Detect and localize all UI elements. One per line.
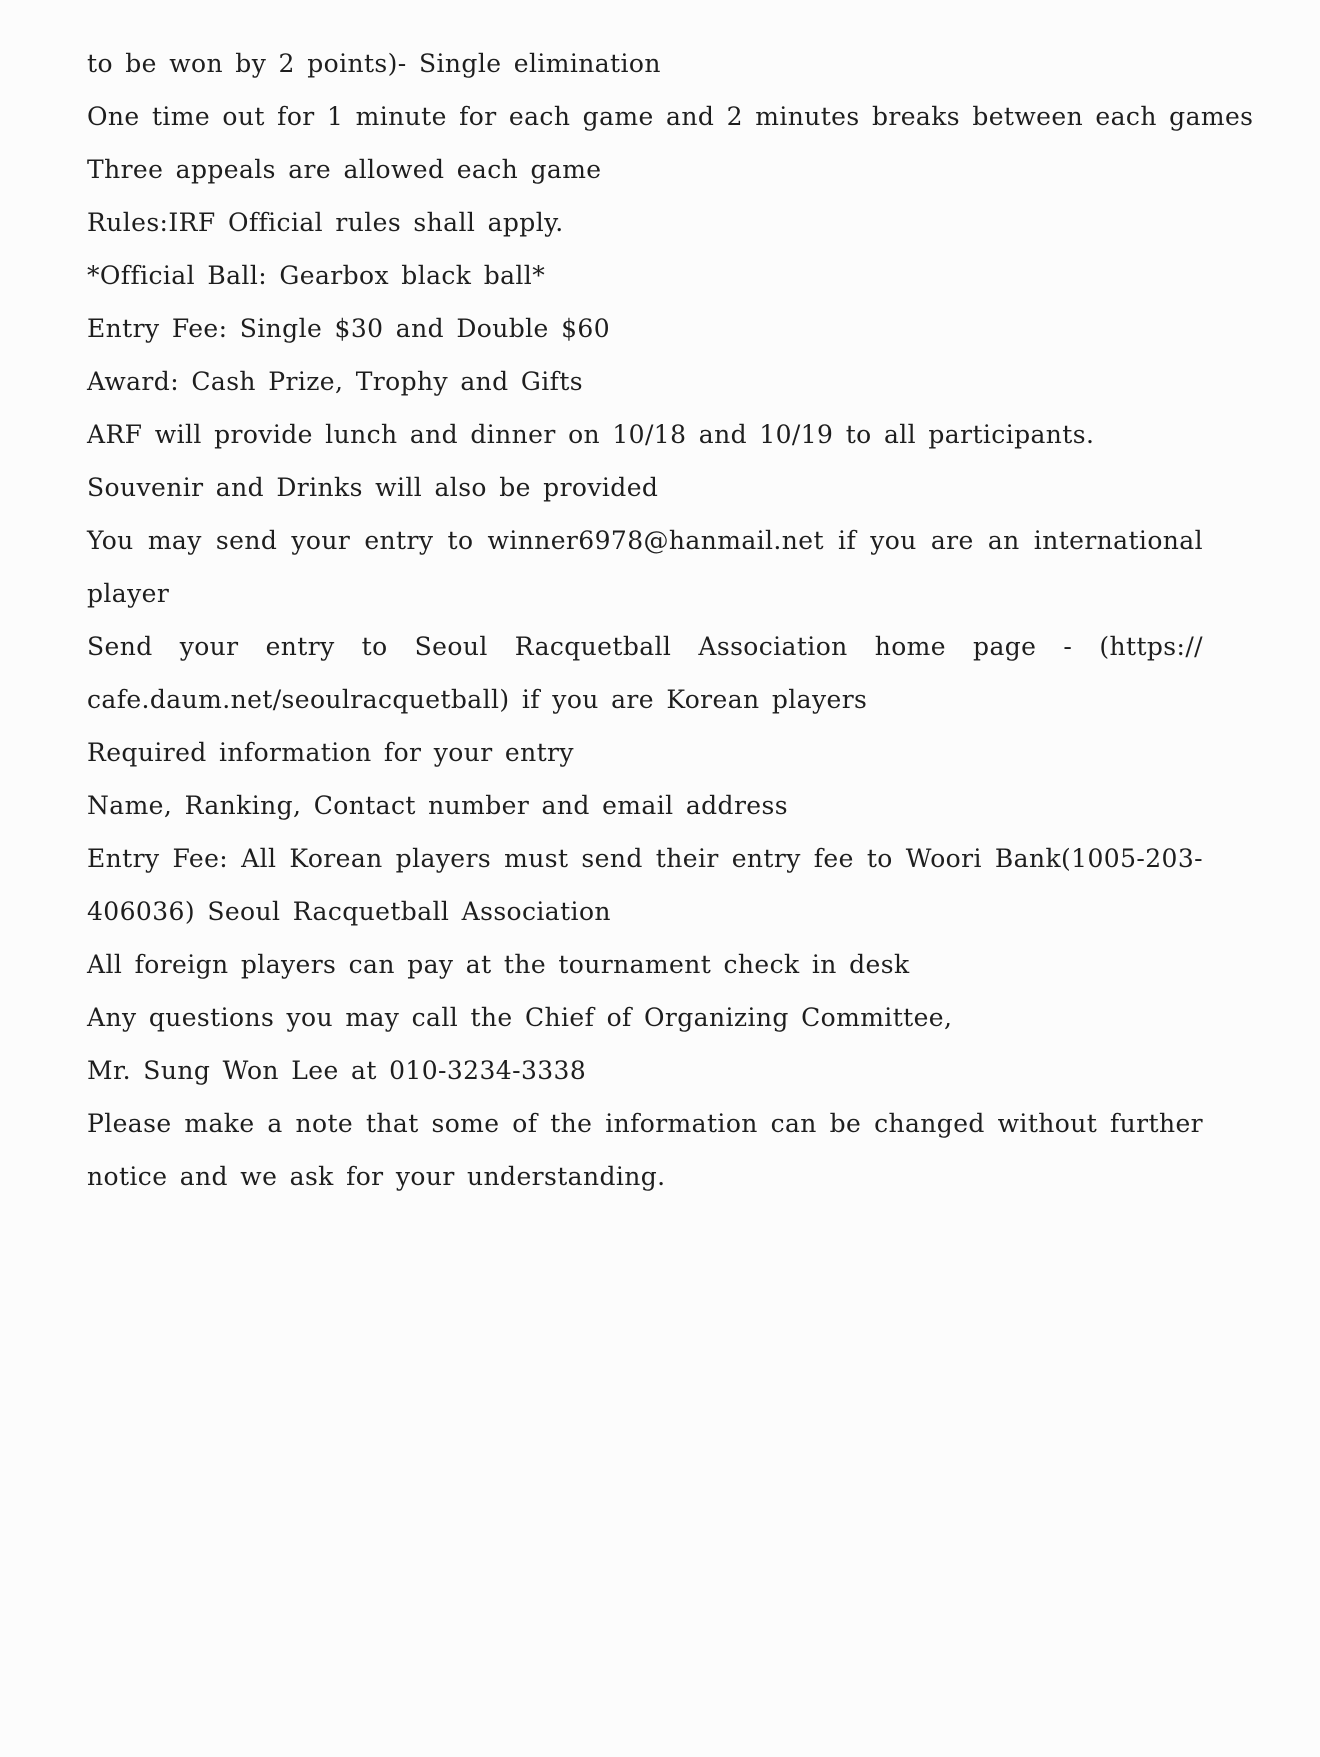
paragraph-rules: Rules:IRF Official rules shall apply. [87, 208, 564, 237]
document-page [87, 37, 1254, 1203]
paragraph-single-elimination: to be won by 2 points)- Single elimination [87, 49, 661, 78]
paragraph-souvenir: Souvenir and Drinks will also be provided [87, 473, 659, 502]
paragraph-international-entry: You may send your entry to winner6978@hanmail.net if you are an international player [87, 526, 1203, 608]
paragraph-time-out: One time out for 1 minute for each game and 2 minutes breaks between each games [87, 102, 1254, 131]
paragraph-korean-entry: Send your entry to Seoul Racquetball Association home page - (https:// cafe.daum.net/seoulracquetball) if you are Korean players [87, 632, 1203, 714]
paragraph-questions: Any questions you may call the Chief of Organizing Committee, [87, 1003, 953, 1032]
paragraph-contact: Mr. Sung Won Lee at 010-3234-3338 [87, 1056, 587, 1085]
paragraph-foreign-fee: All foreign players can pay at the tournament check in desk [87, 950, 910, 979]
paragraph-required-fields: Name, Ranking, Contact number and email address [87, 791, 788, 820]
paragraph-entry-fee: Entry Fee: Single $30 and Double $60 [87, 314, 610, 343]
paragraph-meals: ARF will provide lunch and dinner on 10/18 and 10/19 to all participants. [87, 420, 1095, 449]
paragraph-notice: Please make a note that some of the information can be changed without further notice and we ask for your understanding. [87, 1109, 1203, 1191]
paragraph-official-ball: *Official Ball: Gearbox black ball* [87, 261, 546, 290]
paragraph-award: Award: Cash Prize, Trophy and Gifts [87, 367, 583, 396]
paragraph-required-info: Required information for your entry [87, 738, 574, 767]
paragraph-appeals: Three appeals are allowed each game [87, 155, 602, 184]
paragraph-korean-fee: Entry Fee: All Korean players must send their entry fee to Woori Bank(1005-203-406036) Seoul Racquetball Association [87, 844, 1203, 926]
